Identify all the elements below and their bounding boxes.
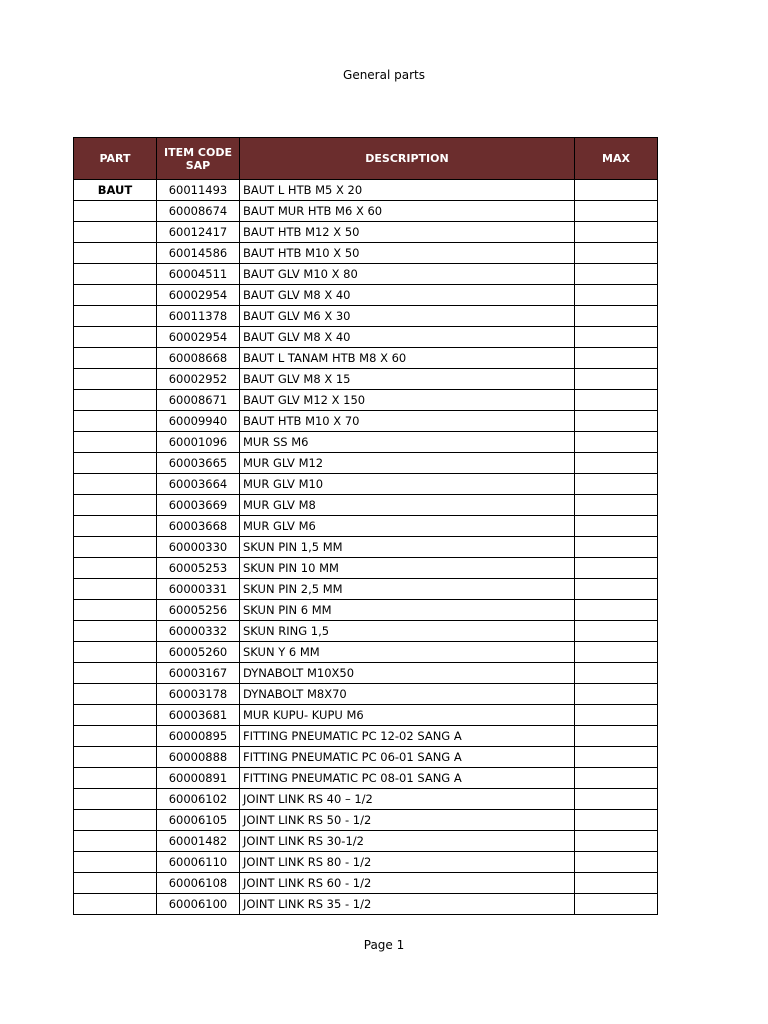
max-cell <box>575 243 658 264</box>
item-code-cell: 60011378 <box>157 306 240 327</box>
header-item-code-label: ITEM CODE SAP <box>164 145 232 172</box>
max-cell <box>575 894 658 915</box>
table-row <box>74 306 658 327</box>
item-code-cell: 60003681 <box>157 705 240 726</box>
part-cell <box>74 810 157 831</box>
item-code-cell: 60006102 <box>157 789 240 810</box>
max-cell <box>575 747 658 768</box>
part-cell <box>74 516 157 537</box>
part-cell <box>74 306 157 327</box>
description-cell: SKUN Y 6 MM <box>240 642 575 663</box>
max-cell <box>575 537 658 558</box>
item-code-cell: 60002954 <box>157 327 240 348</box>
item-code-cell: 60003167 <box>157 663 240 684</box>
part-cell <box>74 831 157 852</box>
table-row <box>74 726 658 747</box>
description-cell: JOINT LINK RS 40 – 1/2 <box>240 789 575 810</box>
item-code-cell: 60009940 <box>157 411 240 432</box>
table-row <box>74 768 658 789</box>
parts-table <box>73 137 658 915</box>
max-cell <box>575 348 658 369</box>
table-row <box>74 327 658 348</box>
item-code-cell: 60002952 <box>157 369 240 390</box>
part-cell: BAUT <box>74 180 157 201</box>
description-cell: BAUT L TANAM HTB M8 X 60 <box>240 348 575 369</box>
max-cell <box>575 495 658 516</box>
max-cell <box>575 684 658 705</box>
part-cell <box>74 684 157 705</box>
item-code-cell: 60006100 <box>157 894 240 915</box>
part-cell <box>74 537 157 558</box>
part-cell <box>74 474 157 495</box>
description-cell: FITTING PNEUMATIC PC 06-01 SANG A <box>240 747 575 768</box>
item-code-cell: 60001482 <box>157 831 240 852</box>
description-cell: BAUT GLV M8 X 40 <box>240 327 575 348</box>
table-row <box>74 264 658 285</box>
part-cell <box>74 621 157 642</box>
description-cell: SKUN PIN 1,5 MM <box>240 537 575 558</box>
item-code-cell: 60005253 <box>157 558 240 579</box>
item-code-cell: 60011493 <box>157 180 240 201</box>
part-cell <box>74 348 157 369</box>
part-cell <box>74 243 157 264</box>
max-cell <box>575 831 658 852</box>
item-code-cell: 60000891 <box>157 768 240 789</box>
item-code-cell: 60012417 <box>157 222 240 243</box>
part-cell <box>74 369 157 390</box>
part-cell <box>74 579 157 600</box>
table-row <box>74 537 658 558</box>
max-cell <box>575 558 658 579</box>
table-row <box>74 453 658 474</box>
item-code-cell: 60006108 <box>157 873 240 894</box>
item-code-cell: 60000330 <box>157 537 240 558</box>
item-code-cell: 60003664 <box>157 474 240 495</box>
item-code-cell: 60002954 <box>157 285 240 306</box>
item-code-cell: 60004511 <box>157 264 240 285</box>
header-part: PART <box>74 138 157 180</box>
max-cell <box>575 600 658 621</box>
description-cell: FITTING PNEUMATIC PC 08-01 SANG A <box>240 768 575 789</box>
table-row <box>74 495 658 516</box>
item-code-cell: 60000332 <box>157 621 240 642</box>
table-row <box>74 243 658 264</box>
part-cell <box>74 327 157 348</box>
description-cell: JOINT LINK RS 80 - 1/2 <box>240 852 575 873</box>
table-row <box>74 348 658 369</box>
description-cell: BAUT GLV M10 X 80 <box>240 264 575 285</box>
description-cell: MUR GLV M6 <box>240 516 575 537</box>
page-number: Page 1 <box>363 938 405 952</box>
table-body <box>74 180 658 915</box>
max-cell <box>575 264 658 285</box>
table-row <box>74 579 658 600</box>
max-cell <box>575 789 658 810</box>
max-cell <box>575 642 658 663</box>
max-cell <box>575 285 658 306</box>
item-code-cell: 60001096 <box>157 432 240 453</box>
max-cell <box>575 705 658 726</box>
table-row <box>74 873 658 894</box>
table-row <box>74 222 658 243</box>
item-code-cell: 60006105 <box>157 810 240 831</box>
description-cell: DYNABOLT M10X50 <box>240 663 575 684</box>
max-cell <box>575 432 658 453</box>
part-cell <box>74 201 157 222</box>
table-row <box>74 747 658 768</box>
table-row <box>74 558 658 579</box>
description-cell: BAUT HTB M10 X 50 <box>240 243 575 264</box>
max-cell <box>575 306 658 327</box>
item-code-cell: 60000331 <box>157 579 240 600</box>
description-cell: BAUT GLV M6 X 30 <box>240 306 575 327</box>
table-row <box>74 474 658 495</box>
max-cell <box>575 411 658 432</box>
part-cell <box>74 390 157 411</box>
description-cell: SKUN PIN 2,5 MM <box>240 579 575 600</box>
max-cell <box>575 327 658 348</box>
table-row <box>74 516 658 537</box>
item-code-cell: 60008668 <box>157 348 240 369</box>
part-cell <box>74 222 157 243</box>
item-code-cell: 60014586 <box>157 243 240 264</box>
part-cell <box>74 789 157 810</box>
description-cell: BAUT L HTB M5 X 20 <box>240 180 575 201</box>
table-row <box>74 201 658 222</box>
max-cell <box>575 369 658 390</box>
item-code-cell: 60000895 <box>157 726 240 747</box>
max-cell <box>575 873 658 894</box>
max-cell <box>575 453 658 474</box>
max-cell <box>575 390 658 411</box>
description-cell: JOINT LINK RS 30-1/2 <box>240 831 575 852</box>
description-cell: DYNABOLT M8X70 <box>240 684 575 705</box>
part-cell <box>74 600 157 621</box>
table-row <box>74 411 658 432</box>
description-cell: BAUT MUR HTB M6 X 60 <box>240 201 575 222</box>
part-cell <box>74 411 157 432</box>
table-row <box>74 810 658 831</box>
header-item-code <box>157 138 240 180</box>
item-code-cell: 60003665 <box>157 453 240 474</box>
part-cell <box>74 852 157 873</box>
table-row <box>74 180 658 201</box>
item-code-cell: 60003669 <box>157 495 240 516</box>
max-cell <box>575 726 658 747</box>
description-cell: MUR GLV M8 <box>240 495 575 516</box>
table-row <box>74 285 658 306</box>
max-cell <box>575 579 658 600</box>
table-row <box>74 642 658 663</box>
description-cell: MUR GLV M12 <box>240 453 575 474</box>
max-cell <box>575 621 658 642</box>
max-cell <box>575 810 658 831</box>
description-cell: FITTING PNEUMATIC PC 12-02 SANG A <box>240 726 575 747</box>
item-code-cell: 60005260 <box>157 642 240 663</box>
part-cell <box>74 747 157 768</box>
description-cell: MUR GLV M10 <box>240 474 575 495</box>
part-cell <box>74 768 157 789</box>
part-cell <box>74 495 157 516</box>
item-code-cell: 60005256 <box>157 600 240 621</box>
header-max: MAX <box>575 138 658 180</box>
part-cell <box>74 432 157 453</box>
item-code-cell: 60003668 <box>157 516 240 537</box>
table-row <box>74 789 658 810</box>
item-code-cell: 60000888 <box>157 747 240 768</box>
item-code-cell: 60008674 <box>157 201 240 222</box>
description-cell: BAUT HTB M10 X 70 <box>240 411 575 432</box>
description-cell: MUR SS M6 <box>240 432 575 453</box>
table-row <box>74 621 658 642</box>
max-cell <box>575 180 658 201</box>
part-cell <box>74 285 157 306</box>
item-code-cell: 60006110 <box>157 852 240 873</box>
max-cell <box>575 201 658 222</box>
description-cell: JOINT LINK RS 60 - 1/2 <box>240 873 575 894</box>
description-cell: SKUN PIN 6 MM <box>240 600 575 621</box>
max-cell <box>575 852 658 873</box>
description-cell: BAUT HTB M12 X 50 <box>240 222 575 243</box>
table-row <box>74 390 658 411</box>
part-cell <box>74 558 157 579</box>
part-cell <box>74 894 157 915</box>
part-cell <box>74 873 157 894</box>
description-cell: BAUT GLV M8 X 15 <box>240 369 575 390</box>
table-row <box>74 684 658 705</box>
max-cell <box>575 663 658 684</box>
table-row <box>74 705 658 726</box>
description-cell: JOINT LINK RS 50 - 1/2 <box>240 810 575 831</box>
description-cell: SKUN RING 1,5 <box>240 621 575 642</box>
header-description: DESCRIPTION <box>240 138 575 180</box>
part-cell <box>74 453 157 474</box>
description-cell: BAUT GLV M8 X 40 <box>240 285 575 306</box>
page-title: General parts <box>343 68 425 82</box>
table-row <box>74 831 658 852</box>
part-cell <box>74 726 157 747</box>
description-cell: MUR KUPU- KUPU M6 <box>240 705 575 726</box>
part-cell <box>74 642 157 663</box>
max-cell <box>575 474 658 495</box>
table-row <box>74 369 658 390</box>
item-code-cell: 60003178 <box>157 684 240 705</box>
table-row <box>74 894 658 915</box>
table-row <box>74 663 658 684</box>
table-row <box>74 852 658 873</box>
table-row <box>74 432 658 453</box>
item-code-cell: 60008671 <box>157 390 240 411</box>
max-cell <box>575 768 658 789</box>
description-cell: JOINT LINK RS 35 - 1/2 <box>240 894 575 915</box>
max-cell <box>575 516 658 537</box>
table-row <box>74 600 658 621</box>
description-cell: SKUN PIN 10 MM <box>240 558 575 579</box>
part-cell <box>74 663 157 684</box>
table-header-row <box>74 138 658 180</box>
part-cell <box>74 264 157 285</box>
max-cell <box>575 222 658 243</box>
description-cell: BAUT GLV M12 X 150 <box>240 390 575 411</box>
part-cell <box>74 705 157 726</box>
